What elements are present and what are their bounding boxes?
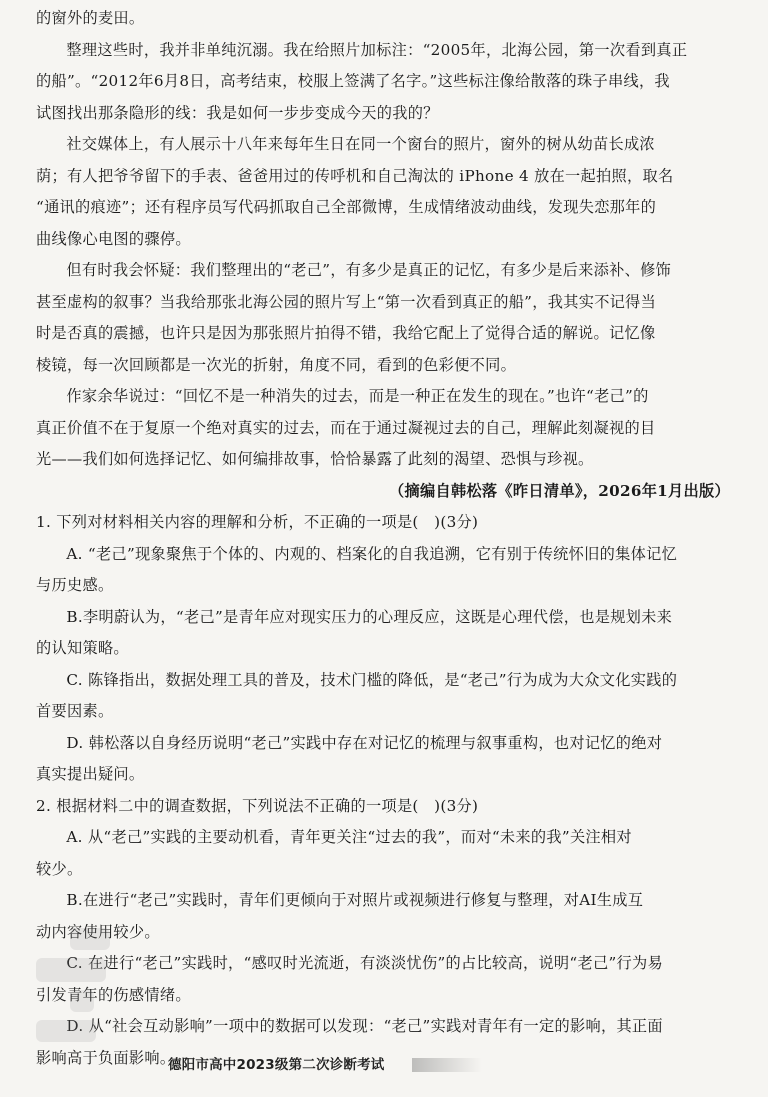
- question-2-stem: 2. 根据材料二中的调查数据，下列说法不正确的一项是( )(3分): [36, 796, 479, 815]
- option-line: A. 从“老己”实践的主要动机看，青年更关注“过去的我”，而对“未来的我”关注相对: [66, 828, 632, 846]
- option-line: 首要因素。: [36, 702, 114, 720]
- text-line: 但有时我会怀疑：我们整理出的“老己”，有多少是真正的记忆，有多少是后来添补、修饰: [66, 261, 672, 279]
- source-citation: （摘编自韩松落《昨日清单》，2026年1月出版）: [389, 481, 730, 500]
- text-line: 的船”。“2012年6月8日，高考结束，校服上签满了名字。”这些标注像给散落的珠子串线，我: [36, 72, 670, 90]
- text-line: 社交媒体上，有人展示十八年来每年生日在同一个窗台的照片，窗外的树从幼苗长成浓: [66, 135, 655, 153]
- question-1-stem: 1. 下列对材料相关内容的理解和分析，不正确的一项是( )(3分): [36, 513, 479, 531]
- question-1-option-a: [36, 539, 736, 602]
- passage-paragraph-2: [36, 129, 736, 255]
- passage-paragraph-3: [36, 255, 736, 381]
- scan-smudge: [70, 928, 110, 950]
- scan-smudge: [70, 990, 94, 1012]
- question-2-option-b: [36, 885, 736, 948]
- option-line: C. 在进行“老己”实践时，“感叹时光流逝，有淡淡忧伤”的占比较高，说明“老己”行为易: [66, 954, 663, 972]
- question-2-option-c: [36, 948, 736, 1011]
- exam-footer: 德阳市高中2023级第二次诊断考试: [168, 1057, 385, 1073]
- question-2-option-d: [36, 1011, 736, 1074]
- footer-fade-mark: [412, 1058, 482, 1072]
- text-line: 曲线像心电图的骤停。: [36, 229, 191, 248]
- passage-paragraph-4: [36, 381, 736, 476]
- text-line: 的窗外的麦田。: [36, 9, 145, 27]
- option-line: 引发青年的伤感情绪。: [36, 985, 191, 1004]
- text-line: 光——我们如何选择记忆、如何编排故事，恰恰暴露了此刻的渴望、恐惧与珍视。: [36, 450, 594, 468]
- text-line: “通讯的痕迹”；还有程序员写代码抓取自己全部微博，生成情绪波动曲线，发现失恋那年的: [36, 198, 657, 216]
- text-line: 作家余华说过：“回忆不是一种消失的过去，而是一种正在发生的现在。”也许“老己”的: [66, 387, 649, 405]
- option-line: 动内容使用较少。: [36, 922, 160, 941]
- option-line: B.李明蔚认为，“老己”是青年应对现实压力的心理反应，这既是心理代偿，也是规划未来: [66, 607, 673, 626]
- option-line: 与历史感。: [36, 576, 114, 594]
- option-line: D. 韩松落以自身经历说明“老己”实践中存在对记忆的梳理与叙事重构，也对记忆的绝对: [66, 733, 663, 752]
- question-2-option-a: [36, 822, 736, 885]
- scan-smudge: [36, 958, 106, 982]
- question-1-option-d: [36, 728, 736, 791]
- text-line: 时是否真的震撼，也许只是因为那张照片拍得不错，我给它配上了觉得合适的解说。记忆像: [36, 324, 656, 342]
- scan-smudge: [36, 1020, 96, 1042]
- option-line: A. “老己”现象聚焦于个体的、内观的、档案化的自我追溯，它有别于传统怀旧的集体记忆: [66, 544, 678, 563]
- text-line: 甚至虚构的叙事？当我给那张北海公园的照片写上“第一次看到真正的船”，我其实不记得当: [36, 292, 657, 311]
- option-line: D. 从“社会互动影响”一项中的数据可以发现：“老己”实践对青年有一定的影响，其正面: [66, 1017, 663, 1035]
- option-line: 真实提出疑问。: [36, 765, 145, 783]
- question-1-option-b: [36, 602, 736, 665]
- text-line: 荫；有人把爷爷留下的手表、爸爸用过的传呼机和自己淘汰的 iPhone 4 放在一起拍照，取名: [36, 166, 674, 185]
- text-line: 整理这些时，我并非单纯沉溺。我在给照片加标注：“2005年，北海公园，第一次看到真正: [66, 40, 688, 59]
- option-line: 的认知策略。: [36, 639, 129, 657]
- text-line: 试图找出那条隐形的线：我是如何一步步变成今天的我的？: [36, 103, 439, 122]
- page-content: [36, 0, 736, 1074]
- text-line: 真正价值不在于复原一个绝对真实的过去，而在于通过凝视过去的自己，理解此刻凝视的目: [36, 418, 656, 437]
- option-line: 影响高于负面影响。: [36, 1048, 176, 1067]
- passage-paragraph-1: [36, 35, 736, 130]
- option-line: C. 陈锋指出，数据处理工具的普及，技术门槛的降低，是“老己”行为成为大众文化实践的: [66, 670, 678, 689]
- text-line: 棱镜，每一次回顾都是一次光的折射，角度不同，看到的色彩便不同。: [36, 355, 517, 374]
- option-line: B.在进行“老己”实践时，青年们更倾向于对照片或视频进行修复与整理，对AI生成互: [66, 891, 644, 909]
- question-1-option-c: [36, 665, 736, 728]
- passage-paragraph-0: [36, 3, 736, 35]
- option-line: 较少。: [36, 859, 83, 878]
